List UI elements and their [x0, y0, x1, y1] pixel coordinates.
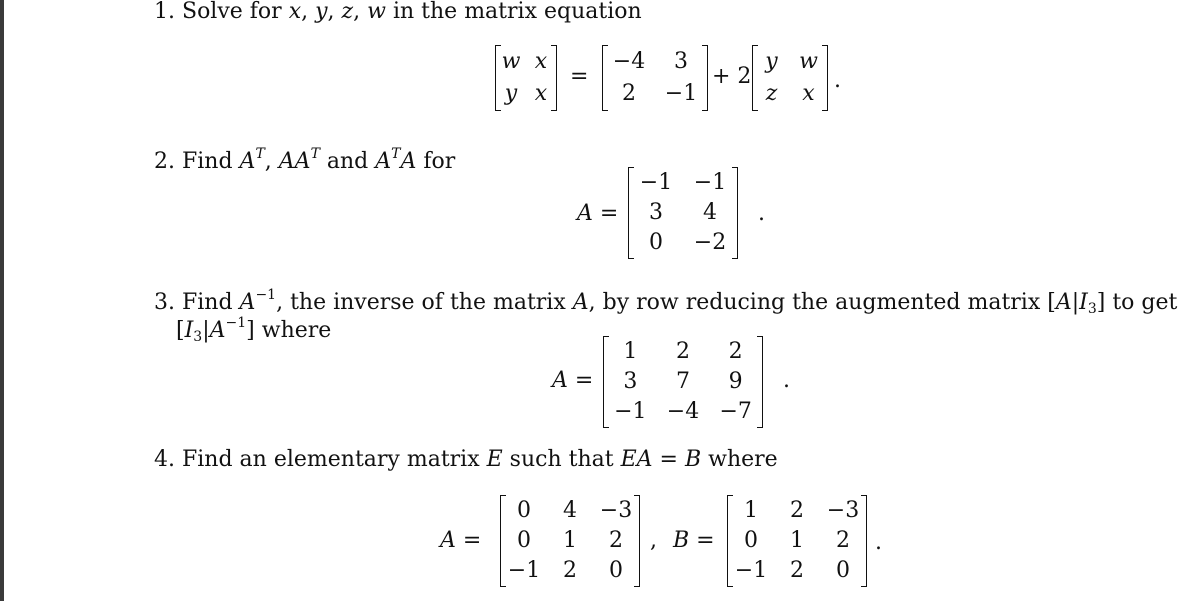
p4-comma: ,: [650, 528, 657, 553]
p1-plus-2: + 2: [712, 64, 752, 89]
problem-2-statement: 2. Find $A^T$, $AA^T$ and $A^TA$ for: [154, 146, 456, 174]
p3-matrix-A: 1 2 2 3 7 9 −1 −4 −7: [603, 337, 763, 427]
p3-label: A =: [552, 368, 594, 393]
p2-label: A =: [577, 201, 619, 226]
problem-3-statement-line-2: $[I_3|A^{-1}]$ where: [176, 315, 332, 345]
p1-period: .: [834, 68, 841, 93]
p1-matrix-1: −4 3 2 −1: [602, 46, 708, 110]
p4-matrix-B: 1 2 −3 0 1 2 −1 2 0: [727, 496, 867, 586]
problem-4-statement: 4. Find an elementary matrix E such that EA = B where: [154, 447, 778, 472]
p4-matrix-A: 0 4 −3 0 1 2 −1 2 0: [500, 496, 640, 586]
p2-matrix-A: −1 −1 3 4 0 −2: [628, 168, 738, 258]
p1-matrix-2: y w z x: [752, 46, 828, 110]
p3-period: .: [783, 368, 790, 393]
problem-1-statement: 1. Solve for x, y, z, w in the matrix equation: [154, 0, 642, 24]
problem-3-statement-line-1: 3. Find $A^{-1}$, the inverse of the matrix A, by row reducing the augmented matrix $[A|I_3]$ to get: [154, 287, 1178, 317]
p4-label-A: A =: [440, 528, 482, 553]
page-left-border: [0, 0, 4, 601]
p1-equals: =: [570, 64, 589, 89]
p4-period: .: [875, 530, 882, 555]
p2-period: .: [758, 201, 765, 226]
p1-lhs-matrix: w x y x: [495, 46, 557, 110]
p4-label-B: B =: [673, 528, 715, 553]
